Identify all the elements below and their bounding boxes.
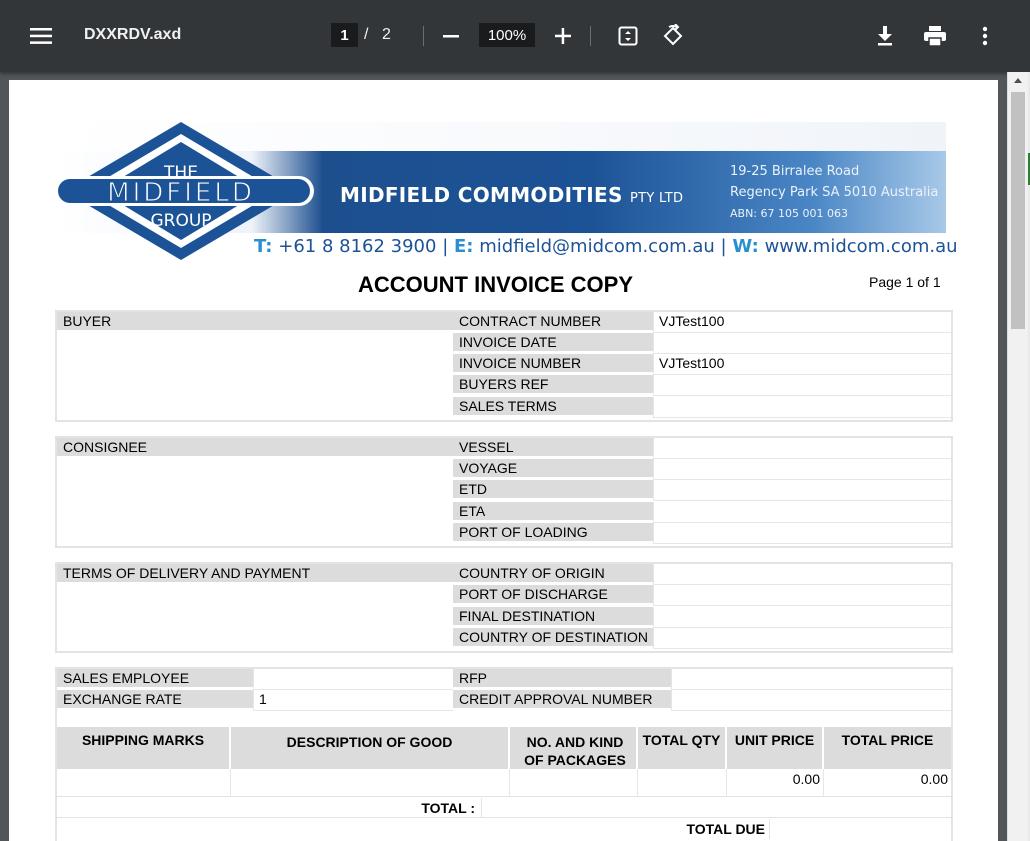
minus-icon: [443, 35, 459, 38]
page-number-input[interactable]: 1: [331, 23, 358, 47]
terms-section: [55, 562, 953, 653]
terms-label: TERMS OF DELIVERY AND PAYMENT: [57, 564, 453, 582]
fit-page-button[interactable]: [615, 24, 641, 48]
page-counter: Page 1 of 1: [869, 274, 941, 290]
etd-label: ETD: [453, 480, 653, 498]
total-label: TOTAL :: [57, 798, 482, 818]
svg-text:THE: THE: [164, 163, 198, 183]
print-icon: [924, 26, 946, 46]
header-unit-price: UNIT PRICE: [727, 727, 822, 769]
header-total-qty: TOTAL QTY: [638, 727, 725, 769]
total-price-cell: 0.00: [920, 771, 948, 787]
hamburger-icon: [30, 28, 52, 44]
total-due-row: [57, 819, 951, 839]
invoice-date-label: INVOICE DATE: [453, 333, 653, 351]
voyage-label: VOYAGE: [453, 459, 653, 477]
shipping-marks-cell: [57, 769, 231, 796]
exchange-rate-value: 1: [253, 690, 453, 711]
invoice-number-value: VJTest100: [653, 354, 951, 375]
sales-employee-value: [253, 669, 453, 690]
country-of-destination-label: COUNTRY OF DESTINATION: [453, 628, 653, 646]
header-total-price: TOTAL PRICE: [824, 727, 951, 769]
table-row: [57, 769, 951, 797]
toolbar-divider: [590, 26, 591, 46]
vertical-scrollbar[interactable]: [1007, 72, 1028, 841]
eta-label: ETA: [453, 502, 653, 520]
plus-icon: [555, 28, 571, 44]
total-qty-cell: [638, 769, 727, 796]
page-total: 2: [382, 26, 391, 43]
buyer-label: BUYER: [57, 312, 453, 330]
final-destination-value: [653, 607, 951, 628]
final-destination-label: FINAL DESTINATION: [453, 607, 653, 625]
consignee-label: CONSIGNEE: [57, 438, 453, 456]
scroll-thumb[interactable]: [1011, 92, 1025, 329]
packages-cell: [510, 769, 638, 796]
more-options-button[interactable]: [975, 24, 995, 48]
country-of-origin-label: COUNTRY OF ORIGIN: [453, 564, 653, 582]
header-packages: NO. AND KIND OF PACKAGES: [510, 727, 636, 769]
print-button[interactable]: [922, 24, 948, 48]
country-of-destination-value: [653, 628, 951, 649]
sales-terms-value: [653, 397, 951, 418]
address-line-2: Regency Park SA 5010 Australia: [730, 185, 939, 200]
total-row: [57, 798, 951, 818]
port-of-discharge-label: PORT OF DISCHARGE: [453, 585, 653, 603]
voyage-value: [653, 459, 951, 480]
port-of-discharge-value: [653, 585, 951, 606]
port-of-loading-value: [653, 523, 951, 544]
contract-number-label: CONTRACT NUMBER: [453, 312, 653, 330]
zoom-out-button[interactable]: [440, 24, 462, 48]
page-separator: /: [364, 26, 369, 43]
file-name: DXXRDV.axd: [84, 26, 182, 43]
contact-line: T: +61 8 8162 3900 | E: midfield@midcom.com.au | W: www.midcom.com.au: [254, 236, 958, 257]
goods-section: [55, 667, 953, 841]
port-of-loading-label: PORT OF LOADING: [453, 523, 653, 541]
invoice-number-label: INVOICE NUMBER: [453, 354, 653, 372]
scroll-up-button[interactable]: [1008, 72, 1028, 88]
description-cell: [231, 769, 510, 796]
unit-price-cell: 0.00: [727, 769, 824, 796]
buyers-ref-label: BUYERS REF: [453, 375, 653, 393]
scroll-up-icon: [1014, 78, 1022, 83]
svg-text:MIDFIELD: MIDFIELD: [107, 178, 255, 208]
document-title: ACCOUNT INVOICE COPY: [358, 272, 634, 297]
buyers-ref-value: [653, 375, 951, 396]
download-button[interactable]: [873, 24, 897, 48]
pdf-page: [9, 80, 998, 841]
zoom-in-button[interactable]: [552, 24, 574, 48]
eta-value: [653, 502, 951, 523]
download-icon: [877, 26, 893, 46]
fit-page-icon: [618, 26, 638, 46]
company-name: MIDFIELD COMMODITIES PTY LTD: [340, 183, 684, 207]
address-line-1: 19-25 Birralee Road: [730, 164, 860, 179]
credit-approval-value: [671, 690, 951, 711]
zoom-input[interactable]: 100%: [479, 23, 535, 47]
buyer-section: [55, 310, 953, 422]
vessel-label: VESSEL: [453, 438, 653, 456]
etd-value: [653, 480, 951, 501]
total-due-label: TOTAL DUE: [57, 819, 770, 839]
abn: ABN: 67 105 001 063: [730, 207, 848, 220]
rfp-value: [671, 669, 951, 690]
sales-terms-label: SALES TERMS: [453, 397, 653, 415]
header-shipping-marks: SHIPPING MARKS: [57, 727, 229, 769]
pdf-toolbar: [0, 0, 1030, 72]
vessel-value: [653, 438, 951, 459]
header-description: DESCRIPTION OF GOOD: [231, 727, 508, 769]
more-vert-icon: [982, 26, 988, 46]
rfp-label: RFP: [453, 669, 671, 687]
sales-employee-label: SALES EMPLOYEE: [57, 669, 253, 687]
invoice-date-value: [653, 333, 951, 354]
exchange-rate-label: EXCHANGE RATE: [57, 690, 253, 708]
menu-button[interactable]: [24, 22, 58, 50]
country-of-origin-value: [653, 564, 951, 585]
toolbar-divider: [423, 26, 424, 46]
consignee-section: [55, 436, 953, 548]
svg-text:GROUP: GROUP: [150, 211, 212, 231]
rotate-button[interactable]: [660, 23, 686, 49]
rotate-icon: [661, 24, 685, 48]
contract-number-value: VJTest100: [653, 312, 951, 333]
credit-approval-label: CREDIT APPROVAL NUMBER: [453, 690, 671, 708]
